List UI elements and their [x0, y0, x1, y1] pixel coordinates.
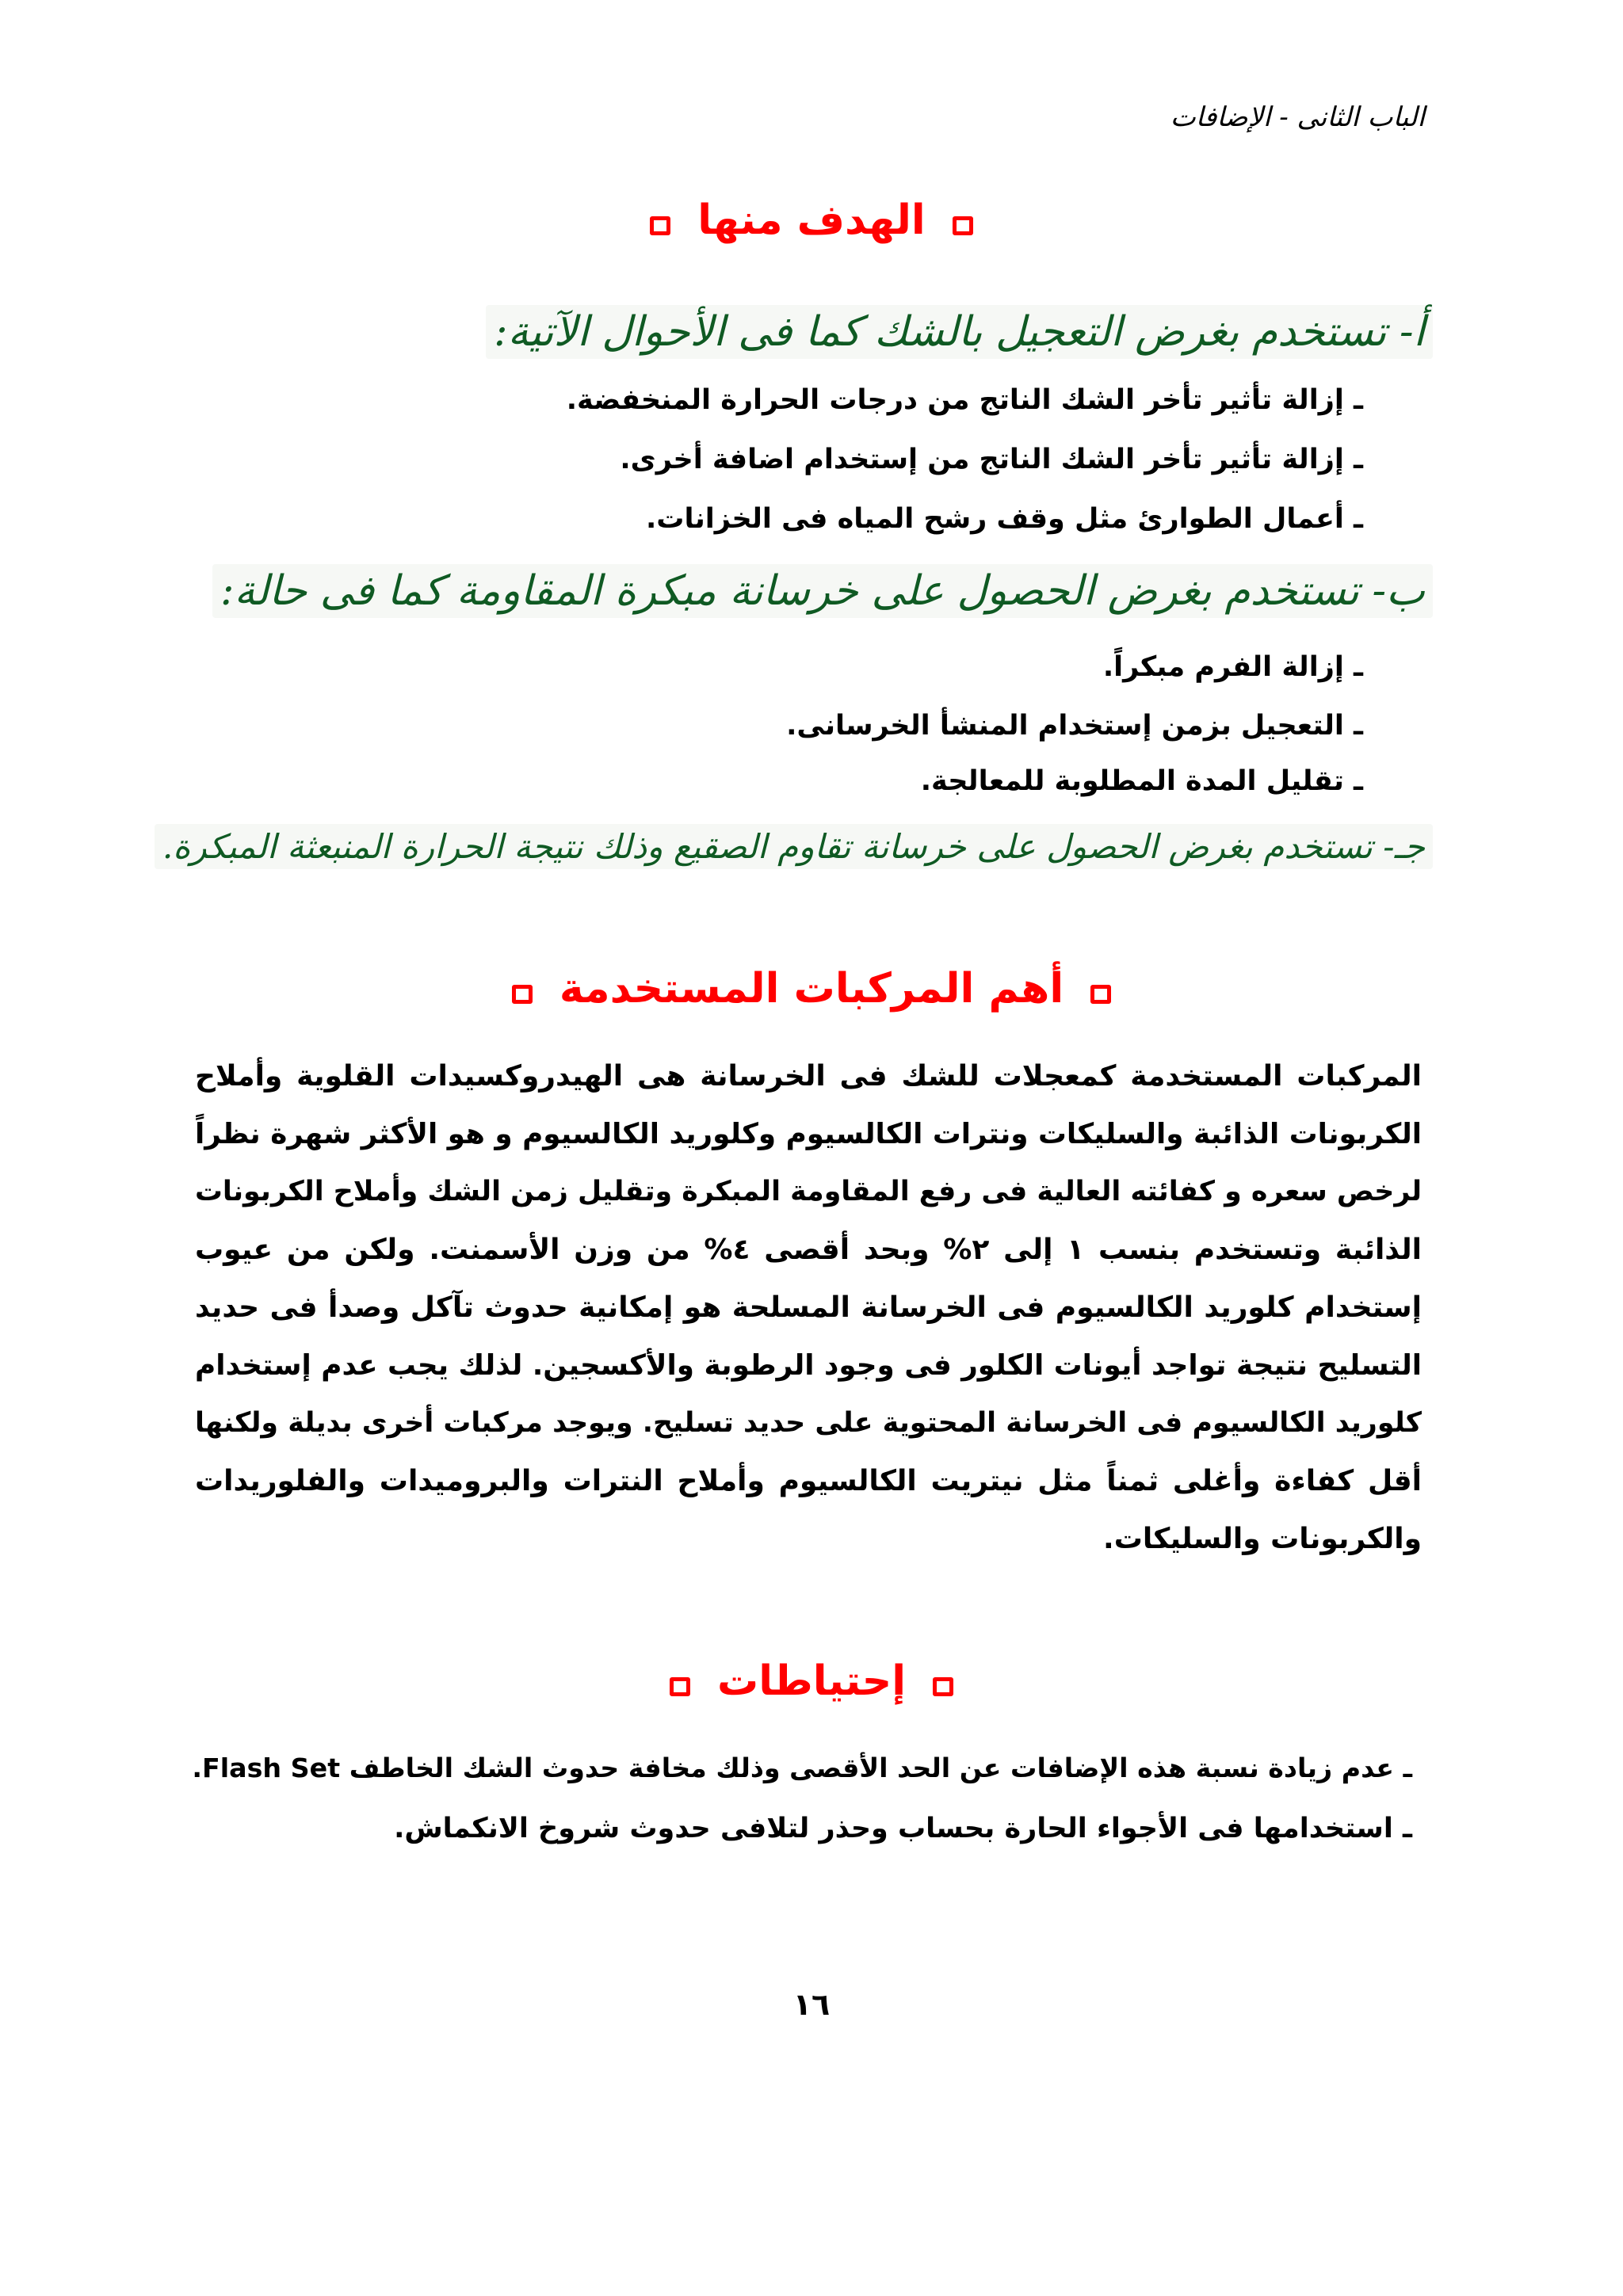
heading-text: الهدف منها [697, 196, 926, 244]
paragraph-line: إستخدام كلوريد الكالسيوم فى الخرسانة المسلحة هو إمكانية حدوث تآكل وصدأ فى حديد [195, 1291, 1422, 1324]
heading-text: أهم المركبات المستخدمة [559, 965, 1064, 1013]
purpose-b-intro: ب- تستخدم بغرض الحصول على خرسانة مبكرة المقاومة كما فى حالة: [212, 564, 1433, 618]
square-bullet-icon [1090, 985, 1111, 1004]
paragraph-line: أقل كفاءة وأغلى ثمناً مثل نيتريت الكالسيوم وأملاح النترات والبروميدات والفلوريدات [195, 1465, 1422, 1497]
heading-text: إحتياطات [716, 1657, 907, 1705]
purpose-a-intro: أ- تستخدم بغرض التعجيل بالشك كما فى الأحوال الآتية: [486, 305, 1433, 359]
paragraph-line: الذائبة وتستخدم بنسب ١ إلى ٢% وبحد أقصى ٤% من وزن الأسمنت. ولكن من عيوب [195, 1234, 1422, 1266]
purpose-a-item: ـ إزالة تأثير تأخر الشك الناتج من إستخدام اضافة أخرى. [620, 444, 1363, 475]
square-bullet-icon [933, 1677, 953, 1696]
section-heading-compounds [0, 965, 1623, 1013]
paragraph-line: كلوريد الكالسيوم فى الخرسانة المحتوية على حديد تسليح. ويوجد مركبات أخرى بديلة ولكنها [195, 1407, 1422, 1439]
square-bullet-icon [512, 985, 533, 1004]
section-heading-purpose [0, 196, 1623, 244]
compounds-paragraph [195, 1047, 1422, 1568]
square-bullet-icon [650, 216, 670, 235]
page-number: ١٦ [792, 1987, 831, 2022]
paragraph-line: والكربونات والسليكات. [1103, 1523, 1422, 1555]
paragraph-line: الكربونات الذائبة والسليكات ونترات الكالسيوم وكلوريد الكالسيوم و هو الأكثر شهرة نظراً [195, 1118, 1422, 1150]
square-bullet-icon [953, 216, 973, 235]
running-header: الباب الثانى - الإضافات [1170, 101, 1425, 133]
square-bullet-icon [670, 1677, 690, 1696]
purpose-a-item: ـ أعمال الطوارئ مثل وقف رشح المياه فى الخزانات. [646, 503, 1363, 535]
paragraph-line: التسليح نتيجة تواجد أيونات الكلور فى وجود الرطوبة والأكسجين. لذلك يجب عدم إستخدام [195, 1349, 1422, 1382]
paragraph-line: لرخص سعره و كفائته العالية فى رفع المقاومة المبكرة وتقليل زمن الشك وأملاح الكربونات [195, 1176, 1422, 1207]
purpose-c-intro: جـ- تستخدم بغرض الحصول على خرسانة تقاوم الصقيع وذلك نتيجة الحرارة المنبعثة المبكرة. [155, 824, 1433, 869]
purpose-b-item: ـ تقليل المدة المطلوبة للمعالجة. [920, 765, 1363, 797]
precaution-item: ـ استخدامها فى الأجواء الحارة بحساب وحذر لتلافى حدوث شروخ الانكماش. [394, 1813, 1412, 1844]
purpose-b-item: ـ إزالة الفرم مبكراً. [1102, 651, 1363, 683]
purpose-a-item: ـ إزالة تأثير تأخر الشك الناتج من درجات الحرارة المنخفضة. [566, 384, 1363, 416]
section-heading-precautions [0, 1657, 1623, 1705]
paragraph-line: المركبات المستخدمة كمعجلات للشك فى الخرسانة هى الهيدروكسيدات القلوية وأملاح [195, 1060, 1422, 1093]
precaution-item: ـ عدم زيادة نسبة هذه الإضافات عن الحد الأقصى وذلك مخافة حدوث الشك الخاطف Flash Set. [192, 1753, 1412, 1783]
purpose-b-item: ـ التعجيل بزمن إستخدام المنشأ الخرسانى. [786, 710, 1363, 742]
